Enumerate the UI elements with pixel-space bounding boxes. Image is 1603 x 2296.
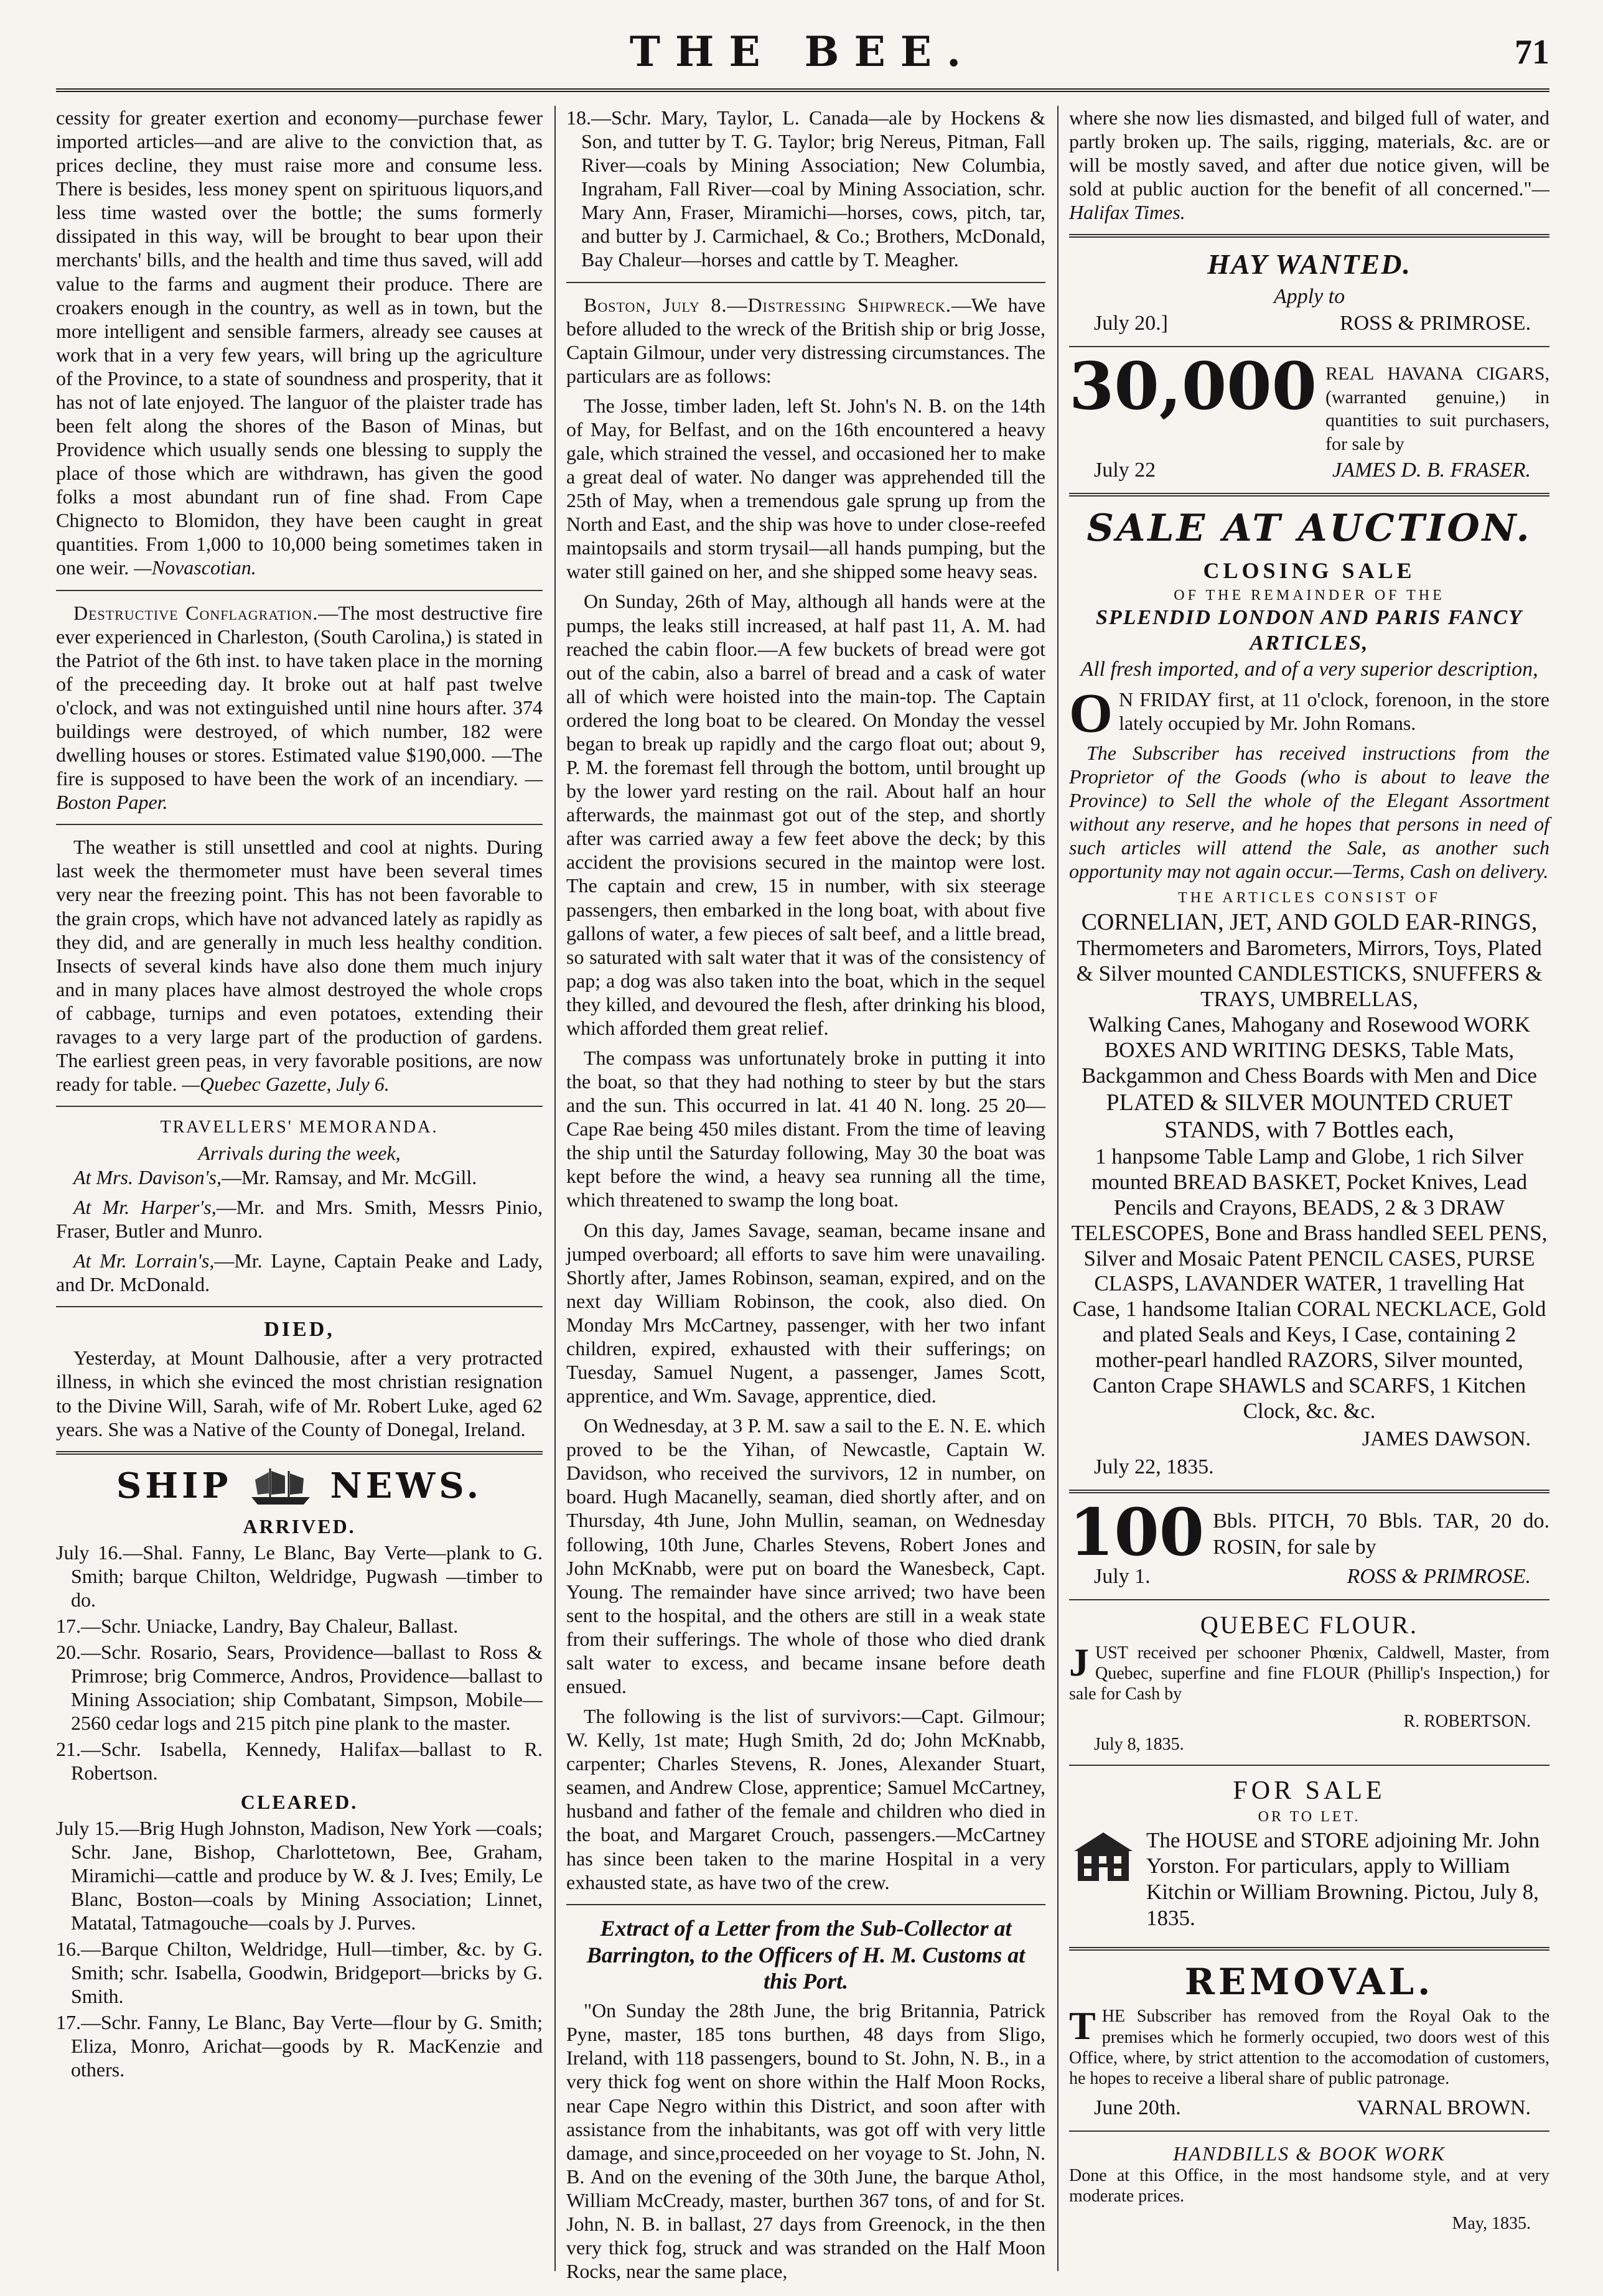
ad-forsale-orlet: OR TO LET. <box>1258 1809 1361 1826</box>
ship-news-left: SHIP <box>116 1465 232 1507</box>
article-agriculture <box>56 106 543 580</box>
article-paragraph: The Josse, timber laden, left St. John's N. B. on the 14th of May, for Belfast, and on the 16th encountered a heavy gale, which strained the vessel, and occasioned her to make a great deal of water. No danger was apprehended till the 25th of May, when a tremendous gale sprung up from the North and East, and the ship was hove to under close-reefed maintopsails and storm trysail—all hands pumping, but the water still gained on her, and she shipped some heavy seas. <box>566 394 1045 583</box>
ad-hay-apply: Apply to <box>1273 285 1345 309</box>
divider <box>56 824 543 825</box>
ad-handbills-text: Done at this Office, in the most handsome style, and at very moderate prices. <box>1069 2166 1549 2206</box>
article-text: The weather is still unsettled and cool at nights. During last week the thermometer must have been several times very near the freezing point. This has not been favorable to the grain crops, which have not advanced lately as rapidly as they did, and are generally in much less healthy condition. Insects of several kinds have also done them much injury and in many places have almost destroyed the whole crops of cabbage, turnips and even potatoes, extending their ravages to a very large part of the production of gardens. The earliest green peas, in very favorable positions, are now ready for table. <box>56 836 543 1096</box>
column-3 <box>1069 106 1549 2271</box>
divider <box>1069 346 1549 347</box>
goods-line: 1 hanpsome Table Lamp and Globe, 1 rich Silver mounted BREAD BASKET, Pocket Knives, Lead Pencils and Crayons, BEADS, 2 & 3 DRAW TELESCOPES, Bone and Brass handled SEEL PENS, Silver and Mosaic Patent PENCIL CASES, PURSE CLASPS, LAVANDER WATER, 1 travelling Hat Case, 1 handsome Italian CORAL NECKLACE, Gold and plated Seals and Keys, I Case, containing 2 mother-pearl handled RAZORS, Silver mounted, Canton Crape SHAWLS and SCARFS, 1 Kitchen Clock, &c. &c. <box>1071 1144 1548 1424</box>
ship-entry: 18.—Schr. Mary, Taylor, L. Canada—ale by Hockens & Son, and tutter by T. G. Taylor; brig Nereus, Pitman, Fall River—coals by Mining Association; New Columbia, Ingraham, Fall River—coal by Mining Association, schr. Mary Ann, Fraser, Miramichi—horses, cows, pitch, tar, and butter by J. Carmichael, & Co.; Brothers, McDonald, Bay Chaleur—horses and cattle by T. Meagher. <box>566 106 1045 271</box>
remainder-line: OF THE REMAINDER OF THE <box>1174 587 1445 604</box>
cleared-heading: CLEARED. <box>240 1790 358 1813</box>
column-2 <box>566 106 1046 2283</box>
article-source: —Novascotian. <box>134 556 256 579</box>
ad-cigars <box>1069 348 1549 455</box>
article-paragraph: "On Sunday the 28th June, the brig Britannia, Patrick Pyne, master, 185 tons burthen, 48 days from Sligo, Ireland, with 118 passengers, bound to St. John, N. B., in a very thick fog went on shore within the Half Moon Rocks, near Cape Negro within this District, and soon after with assistance from the inhabitants, was got off with very little damage, and since,proceeded on her voyage to St. John, N. B. And on the evening of the 30th June, the barque Athol, William McCready, master, burthen 367 tons, of and for St. John, N. B. in ballast, 27 days from Greenock, in the then very thick fog, struck and was stranded on the Half Moon Rocks, near the same place, <box>566 1999 1045 2283</box>
ad-forsale-text: The HOUSE and STORE adjoining Mr. John Yorston. For particulars, apply to William Kitchin or William Browning. Pictou, July 8, 1835. <box>1146 1827 1540 1930</box>
goods-line: Thermometers and Barometers, Mirrors, Toys, Plated & Silver mounted CANDLESTICKS, SNUFFERS & TRAYS, UMBRELLAS, <box>1076 936 1543 1012</box>
ad-forsale <box>1069 1827 1549 1938</box>
article-text: cessity for greater exertion and economy—purchase fewer imported articles—and are alive to the conviction that, as prices decline, they must raise more and consume less. There is besides, less money spent on spirituous liquors,and less time wasted over the bottle; the sums formerly dissipated in this way, will be brought to bear upon their merchants' bills, and the health and time thus saved, will add value to the farms and augment their produce. There are croakers enough in the country, as well as in town, but the more intelligent and sensible farmers, already see causes at work that in a very few years, will bring up the agriculture of the Province, to a state of soundness and prosperity, that it has not of late enjoyed. The languor of the plaister trade has been felt along the shores of the Bason of Minas, but Providence which usually sends one blessing to supply the place of those which are withdrawn, has given the good folks a most abundant run of fine shad. From Cape Chignecto to Blomidon, they have been caught in great quantities. From 1,000 to 10,000 being sometimes taken in one weir. <box>56 106 543 579</box>
house-icon <box>1069 1827 1138 1883</box>
ad-flour-signature: R. ROBERTSON. <box>1403 1711 1531 1731</box>
ship-news-right: NEWS. <box>330 1465 483 1507</box>
divider <box>1069 1599 1549 1600</box>
article-source: —Quebec Gazette, July 6. <box>182 1073 390 1096</box>
friday-notice: O N FRIDAY first, at 11 o'clock, forenoon, in the store lately occupied by Mr. John Romans. <box>1069 682 1549 744</box>
arrived-heading: ARRIVED. <box>243 1514 356 1538</box>
closing-sale: CLOSING SALE <box>1203 558 1416 583</box>
ship-entry: 16.—Barque Chilton, Weldridge, Hull—timber, &c. by G. Smith; schr. Isabella, Goodwin, Bridgeport—bricks by G. Smith. <box>56 1938 543 2008</box>
ad-removal-footer: June 20th. VARNAL BROWN. <box>1094 2096 1531 2119</box>
divider <box>1069 1765 1549 1766</box>
ad-flour-date: July 8, 1835. <box>1094 1734 1184 1754</box>
article-text: where she now lies dismasted, and bilged full of water, and partly broken up. The sails, rigging, materials, &c. are or will be mostly saved, and after due notice given, will be sold at public auction for the benefit of all concerned." <box>1069 106 1549 200</box>
masthead-rule <box>56 88 1549 92</box>
article-paragraph: On Sunday, 26th of May, although all hands were at the pumps, the leaks still increased, at half past 11, A. M. had reached the cabin floor.—A few buckets of bread were got out of the cabin, also a barrel of bread and a cask of water all of which were hoisted into the main-top. The Captain ordered the long boat to be cleared. On Monday the vessel began to break up rapidly and the cargo float out; about 9, P. M. the foremast fell through the bottom, until brought up by the lower yard resting on the rail. About half an hour afterwards, the mainmast got out of the step, and shortly after was carried away a few feet above the deck; by this accident the provisions secured in the maintop were lost. The captain and crew, 15 in number, with six steerage passengers, then embarked in the long boat, with about five gallons of water, a few pieces of salt beef, and a little bread, so saturated with salt water that it was of the consistency of pap; a dog was also taken into the boat, which in the sequel they killed, and devoured the flesh, after drinking his blood, which afforded them great relief. <box>566 590 1045 1039</box>
ship-news-heading <box>56 1465 543 1508</box>
masthead <box>56 19 1549 92</box>
ship-entry: 20.—Schr. Rosario, Sears, Providence—ballast to Ross & Primrose; brig Commerce, Andros, Providence—ballast to Mining Association; ship Combatant, Simpson, Mobile—2560 cedar logs and 215 pitch pine plank to the master. <box>56 1641 543 1735</box>
splendid-line: SPLENDID LONDON AND PARIS FANCY ARTICLES, <box>1095 606 1523 655</box>
ad-removal-heading: REMOVAL. <box>1184 1961 1434 2004</box>
goods-line: CORNELIAN, JET, AND GOLD EAR-RINGS, <box>1081 908 1538 935</box>
article-weather <box>56 835 543 1096</box>
divider <box>1069 234 1549 238</box>
divider <box>56 1306 543 1307</box>
ship-entry: 17.—Schr. Uniacke, Landry, Bay Chaleur, Ballast. <box>56 1614 459 1637</box>
page-number: 71 <box>1515 33 1549 72</box>
obituary: Yesterday, at Mount Dalhousie, after a very protracted illness, in which she evinced the most christian resignation to the Divine Will, Sarah, wife of Mr. Robert Luke, aged 62 years. She was a Native of the County of Donegal, Ireland. <box>56 1346 543 1440</box>
ad-pitch-footer: July 1. ROSS & PRIMROSE. <box>1094 1564 1531 1588</box>
goods-line: Walking Canes, Mahogany and Rosewood WORK BOXES AND WRITING DESKS, Table Mats, Backgammon and Chess Boards with Men and Dice <box>1082 1012 1537 1088</box>
ad-cigars-footer: July 22 JAMES D. B. FRASER. <box>1094 459 1531 482</box>
section-subheading: Arrivals during the week, <box>198 1142 401 1165</box>
ship-entry: July 16.—Shal. Fanny, Le Blanc, Bay Verte—plank to G. Smith; barque Chilton, Weldridge, Pugwash —timber to do. <box>56 1541 543 1611</box>
ad-hay-heading: HAY WANTED. <box>1207 248 1411 281</box>
ad-handbills-date: May, 1835. <box>1452 2213 1531 2233</box>
section-heading: DIED, <box>264 1317 335 1341</box>
ad-hay-footer: July 20.] ROSS & PRIMROSE. <box>1094 311 1531 335</box>
ad-pitch-number: 100 <box>1069 1493 1205 1570</box>
column-divider <box>1057 106 1059 2271</box>
article-conflagration <box>56 601 543 814</box>
ad-flour-text: JUST received per schooner Phœnix, Caldwell, Master, from Quebec, superfine and fine FLOUR (Phillip's Inspection,) for sale for Cash by <box>1069 1640 1549 1704</box>
article-paragraph: The compass was unfortunately broke in putting it into the boat, so that they had nothing to steer by but the stars and the sun. This occurred in lat. 41 40 N. long. 25 20—Cape Rae being 450 miles distant. From the time of leaving the ship until the Saturday following, May 30 the boat was kept before the wind, a heavy sea running all the time, which threatened to swamp the long boat. <box>566 1046 1045 1211</box>
divider <box>1069 2130 1549 2132</box>
traveller-entry: At Mr. Harper's,—Mr. and Mrs. Smith, Messrs Pinio, Fraser, Butler and Munro. <box>56 1195 543 1242</box>
extract-heading: Extract of a Letter from the Sub-Collector at Barrington, to the Officers of H. M. Customs at this Port. <box>586 1915 1026 1994</box>
ad-handbills-heading: HANDBILLS & BOOK WORK <box>1173 2142 1446 2165</box>
divider <box>1069 1490 1549 1493</box>
ad-flour-heading: QUEBEC FLOUR. <box>1200 1611 1419 1640</box>
articles-consist: THE ARTICLES CONSIST OF <box>1178 890 1441 907</box>
section-heading: TRAVELLERS' MEMORANDA. <box>160 1118 439 1137</box>
divider <box>1069 1947 1549 1951</box>
article-paragraph: The following is the list of survivors:—Capt. Gilmour; W. Kelly, 1st mate; Hugh Smith, 2d do; John McKnabb, carpenter; Charles Stevens, R. Jones, Alexander Stuart, seamen, and Andrew Close, apprentice; Samuel McCartney, husband and father of the female and children who died in the boat, and Margaret Crouch, passengers.—McCartney has since been taken to the marine Hospital in a very exhausted state, as have two of the crew. <box>566 1705 1045 1893</box>
column-divider <box>554 106 556 2271</box>
fresh-line: All fresh imported, and of a very superior description, <box>1080 658 1538 681</box>
goods-line: PLATED & SILVER MOUNTED CRUET STANDS, with 7 Bottles each, <box>1106 1089 1513 1144</box>
divider <box>566 1904 1045 1905</box>
article-paragraph: On Wednesday, at 3 P. M. saw a sail to the E. N. E. which proved to be the Yihan, of Newcastle, Captain W. Davidson, who received the survivors, 12 in number, on board. Hugh Macanelly, seaman, died shortly after, and on Thursday, 4th June, John Mullin, seaman, on Wednesday following, 10th June, Charles Stevens, Robert Jones and John McKnabb, were put on board the Wanesbeck, Capt. Young. The remainder have since arrived; two have been sent to the hospital, and the others are still in a weak state from their sufferings. The whole of those who died drank salt water to excess, and became insane before death ensued. <box>566 1414 1045 1697</box>
ad-removal-text: THE Subscriber has removed from the Royal Oak to the premises which he formerly occupied, two doors west of this Office, where, by strict attention to the accomodation of customers, he hopes to receive a liberal share of public patronage. <box>1069 2004 1549 2089</box>
article-continuation <box>1069 106 1549 224</box>
article-lead: Boston, July 8.—Distressing Shipwreck. <box>584 293 951 316</box>
auction-signature: JAMES DAWSON. <box>1362 1427 1531 1451</box>
ad-pitch-text: Bbls. PITCH, 70 Bbls. TAR, 20 do. ROSIN, for sale by <box>1213 1509 1549 1559</box>
ad-pitch <box>1069 1493 1549 1570</box>
divider <box>56 590 543 591</box>
auction-date: July 22, 1835. <box>1094 1455 1214 1478</box>
ad-cigars-number: 30,000 <box>1069 348 1317 425</box>
traveller-entry: At Mr. Lorrain's,—Mr. Layne, Captain Peake and Lady, and Dr. McDonald. <box>56 1249 543 1295</box>
article-source: —Boston Paper. <box>56 767 543 814</box>
article-source: —Halifax Times. <box>1069 177 1549 224</box>
ship-entry: July 15.—Brig Hugh Johnston, Madison, New York —coals; Schr. Jane, Bishop, Charlottetown, Bee, Graham, Miramichi—cattle and produce by W. & J. Ives; Emily, Le Blanc, Boston—coals by Mining Association; Linnet, Matatal, Tatmagouche—coals by J. Purves. <box>56 1816 543 1934</box>
ship-entry: 17.—Schr. Fanny, Le Blanc, Bay Verte—flour by G. Smith; Eliza, Monro, Arichat—goods by R. MacKenzie and others. <box>56 2011 543 2081</box>
newspaper-title: THE BEE. <box>629 27 976 76</box>
divider <box>56 1106 543 1107</box>
sailing-ship-icon <box>246 1465 315 1508</box>
ship-entry: 21.—Schr. Isabella, Kennedy, Halifax—ballast to R. Robertson. <box>56 1738 543 1785</box>
divider <box>566 282 1045 283</box>
article-lead: Destructive Conflagration. <box>73 601 319 624</box>
traveller-entry: At Mrs. Davison's,—Mr. Ramsay, and Mr. McGill. <box>73 1165 477 1188</box>
divider <box>1069 493 1549 497</box>
auction-heading: SALE AT AUCTION. <box>1087 506 1532 551</box>
subscriber-notice: The Subscriber has received instructions from the Proprietor of the Goods (who is about to leave the Province) to Sell the whole of the Elegant Assortment without any reserve, and he hopes that persons in need of such articles will attend the Sale, as another such opportunity may not again occur.—Terms, Cash on delivery. <box>1069 741 1549 883</box>
divider <box>56 1451 543 1455</box>
ad-cigars-text: REAL HAVANA CIGARS, (warranted genuine,) in quantities to suit purchasers, for sale by <box>1325 363 1549 454</box>
column-1 <box>56 106 543 2271</box>
article-shipwreck <box>566 293 1045 388</box>
article-text: —We have before alluded to the wreck of the British ship or brig Josse, Captain Gilmour, under very distressing circumstances. The particulars are as follows: <box>566 293 1046 387</box>
article-paragraph: On this day, James Savage, seaman, became insane and jumped overboard; all efforts to save him were unavailing. Shortly after, James Robinson, seaman, expired, and on the next day William Robinson, the cook, also died. On Monday Mrs McCartney, passenger, with her two infant children, expired, exhausted with their sufferings; on Tuesday, Samuel Nugent, a passenger, James Scott, apprentice, and Wm. Savage, apprentice, died. <box>566 1218 1045 1407</box>
ad-forsale-heading: FOR SALE <box>1233 1776 1386 1806</box>
article-text: —The most destructive fire ever experienced in Charleston, (South Carolina,) is stated in the Patriot of the 6th inst. to have taken place in the morning of the preceeding day. It broke out at half past twelve o'clock, and was not extinguished until nine hours after. 374 buildings were destroyed, of which number, 182 were dwelling houses or stores. Estimated value $190,000. —The fire is supposed to have been the work of an incendiary. <box>56 601 543 790</box>
